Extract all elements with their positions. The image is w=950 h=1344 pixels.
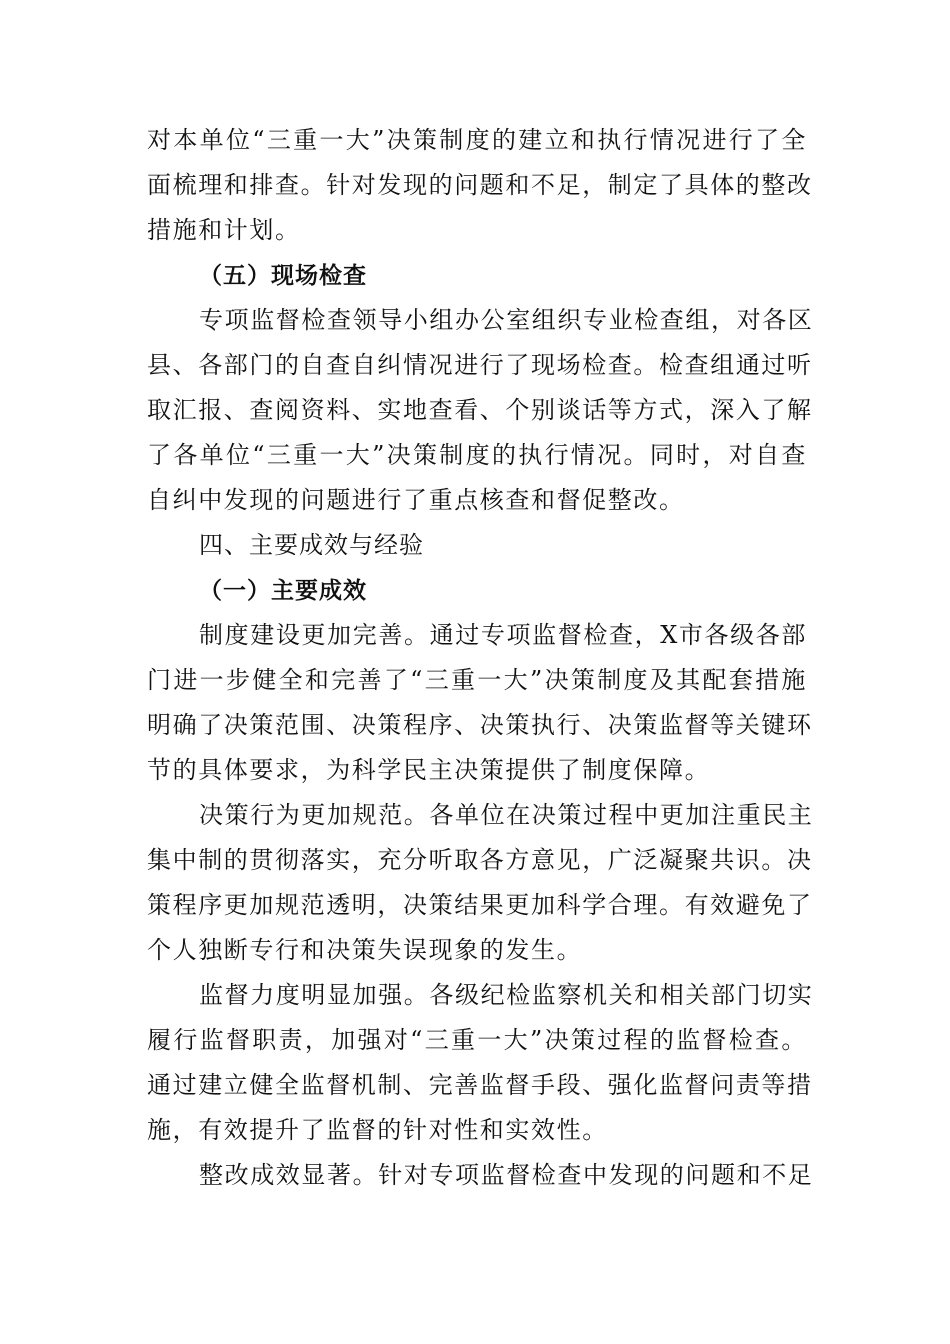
text-line: 节的具体要求，为科学民主决策提供了制度保障。 — [147, 756, 711, 784]
text-line: 了各单位“三重一大”决策制度的执行情况。同时，对自查 — [147, 441, 807, 469]
text-line: 集中制的贯彻落实，充分听取各方意见，广泛凝聚共识。决 — [147, 846, 813, 874]
text-line: 整改成效显著。针对专项监督检查中发现的问题和不足 — [199, 1161, 814, 1189]
document-body — [147, 118, 814, 1198]
text-line: 监督力度明显加强。各级纪检监察机关和相关部门切实 — [199, 981, 814, 1009]
text-line: 明确了决策范围、决策程序、决策执行、决策监督等关键环 — [147, 711, 813, 739]
text-line: 专项监督检查领导小组办公室组织专业检查组，对各区 — [199, 306, 814, 334]
text-line: 制度建设更加完善。通过专项监督检查，X市各级各部 — [199, 621, 807, 649]
text-line: 施，有效提升了监督的针对性和实效性。 — [147, 1116, 608, 1144]
text-line: 措施和计划。 — [147, 216, 301, 244]
text-line: 取汇报、查阅资料、实地查看、个别谈话等方式，深入了解 — [147, 396, 813, 424]
text-line: 通过建立健全监督机制、完善监督手段、强化监督问责等措 — [147, 1071, 813, 1099]
text-line: 县、各部门的自查自纠情况进行了现场检查。检查组通过听 — [147, 351, 813, 379]
text-line: 面梳理和排查。针对发现的问题和不足，制定了具体的整改 — [147, 171, 813, 199]
section-heading-5: （五）现场检查 — [199, 262, 367, 289]
chapter-heading-4: 四、主要成效与经验 — [199, 531, 424, 559]
text-line: 决策行为更加规范。各单位在决策过程中更加注重民主 — [199, 801, 814, 829]
text-line: 门进一步健全和完善了“三重一大”决策制度及其配套措施 — [147, 666, 807, 694]
section-heading-1: （一）主要成效 — [199, 577, 367, 604]
text-line: 策程序更加规范透明，决策结果更加科学合理。有效避免了 — [147, 891, 813, 919]
text-line: 个人独断专行和决策失误现象的发生。 — [147, 936, 583, 964]
text-line: 履行监督职责，加强对“三重一大”决策过程的监督检查。 — [147, 1026, 807, 1054]
text-line: 对本单位“三重一大”决策制度的建立和执行情况进行了全 — [147, 126, 807, 154]
text-line: 自纠中发现的问题进行了重点核查和督促整改。 — [147, 486, 685, 514]
